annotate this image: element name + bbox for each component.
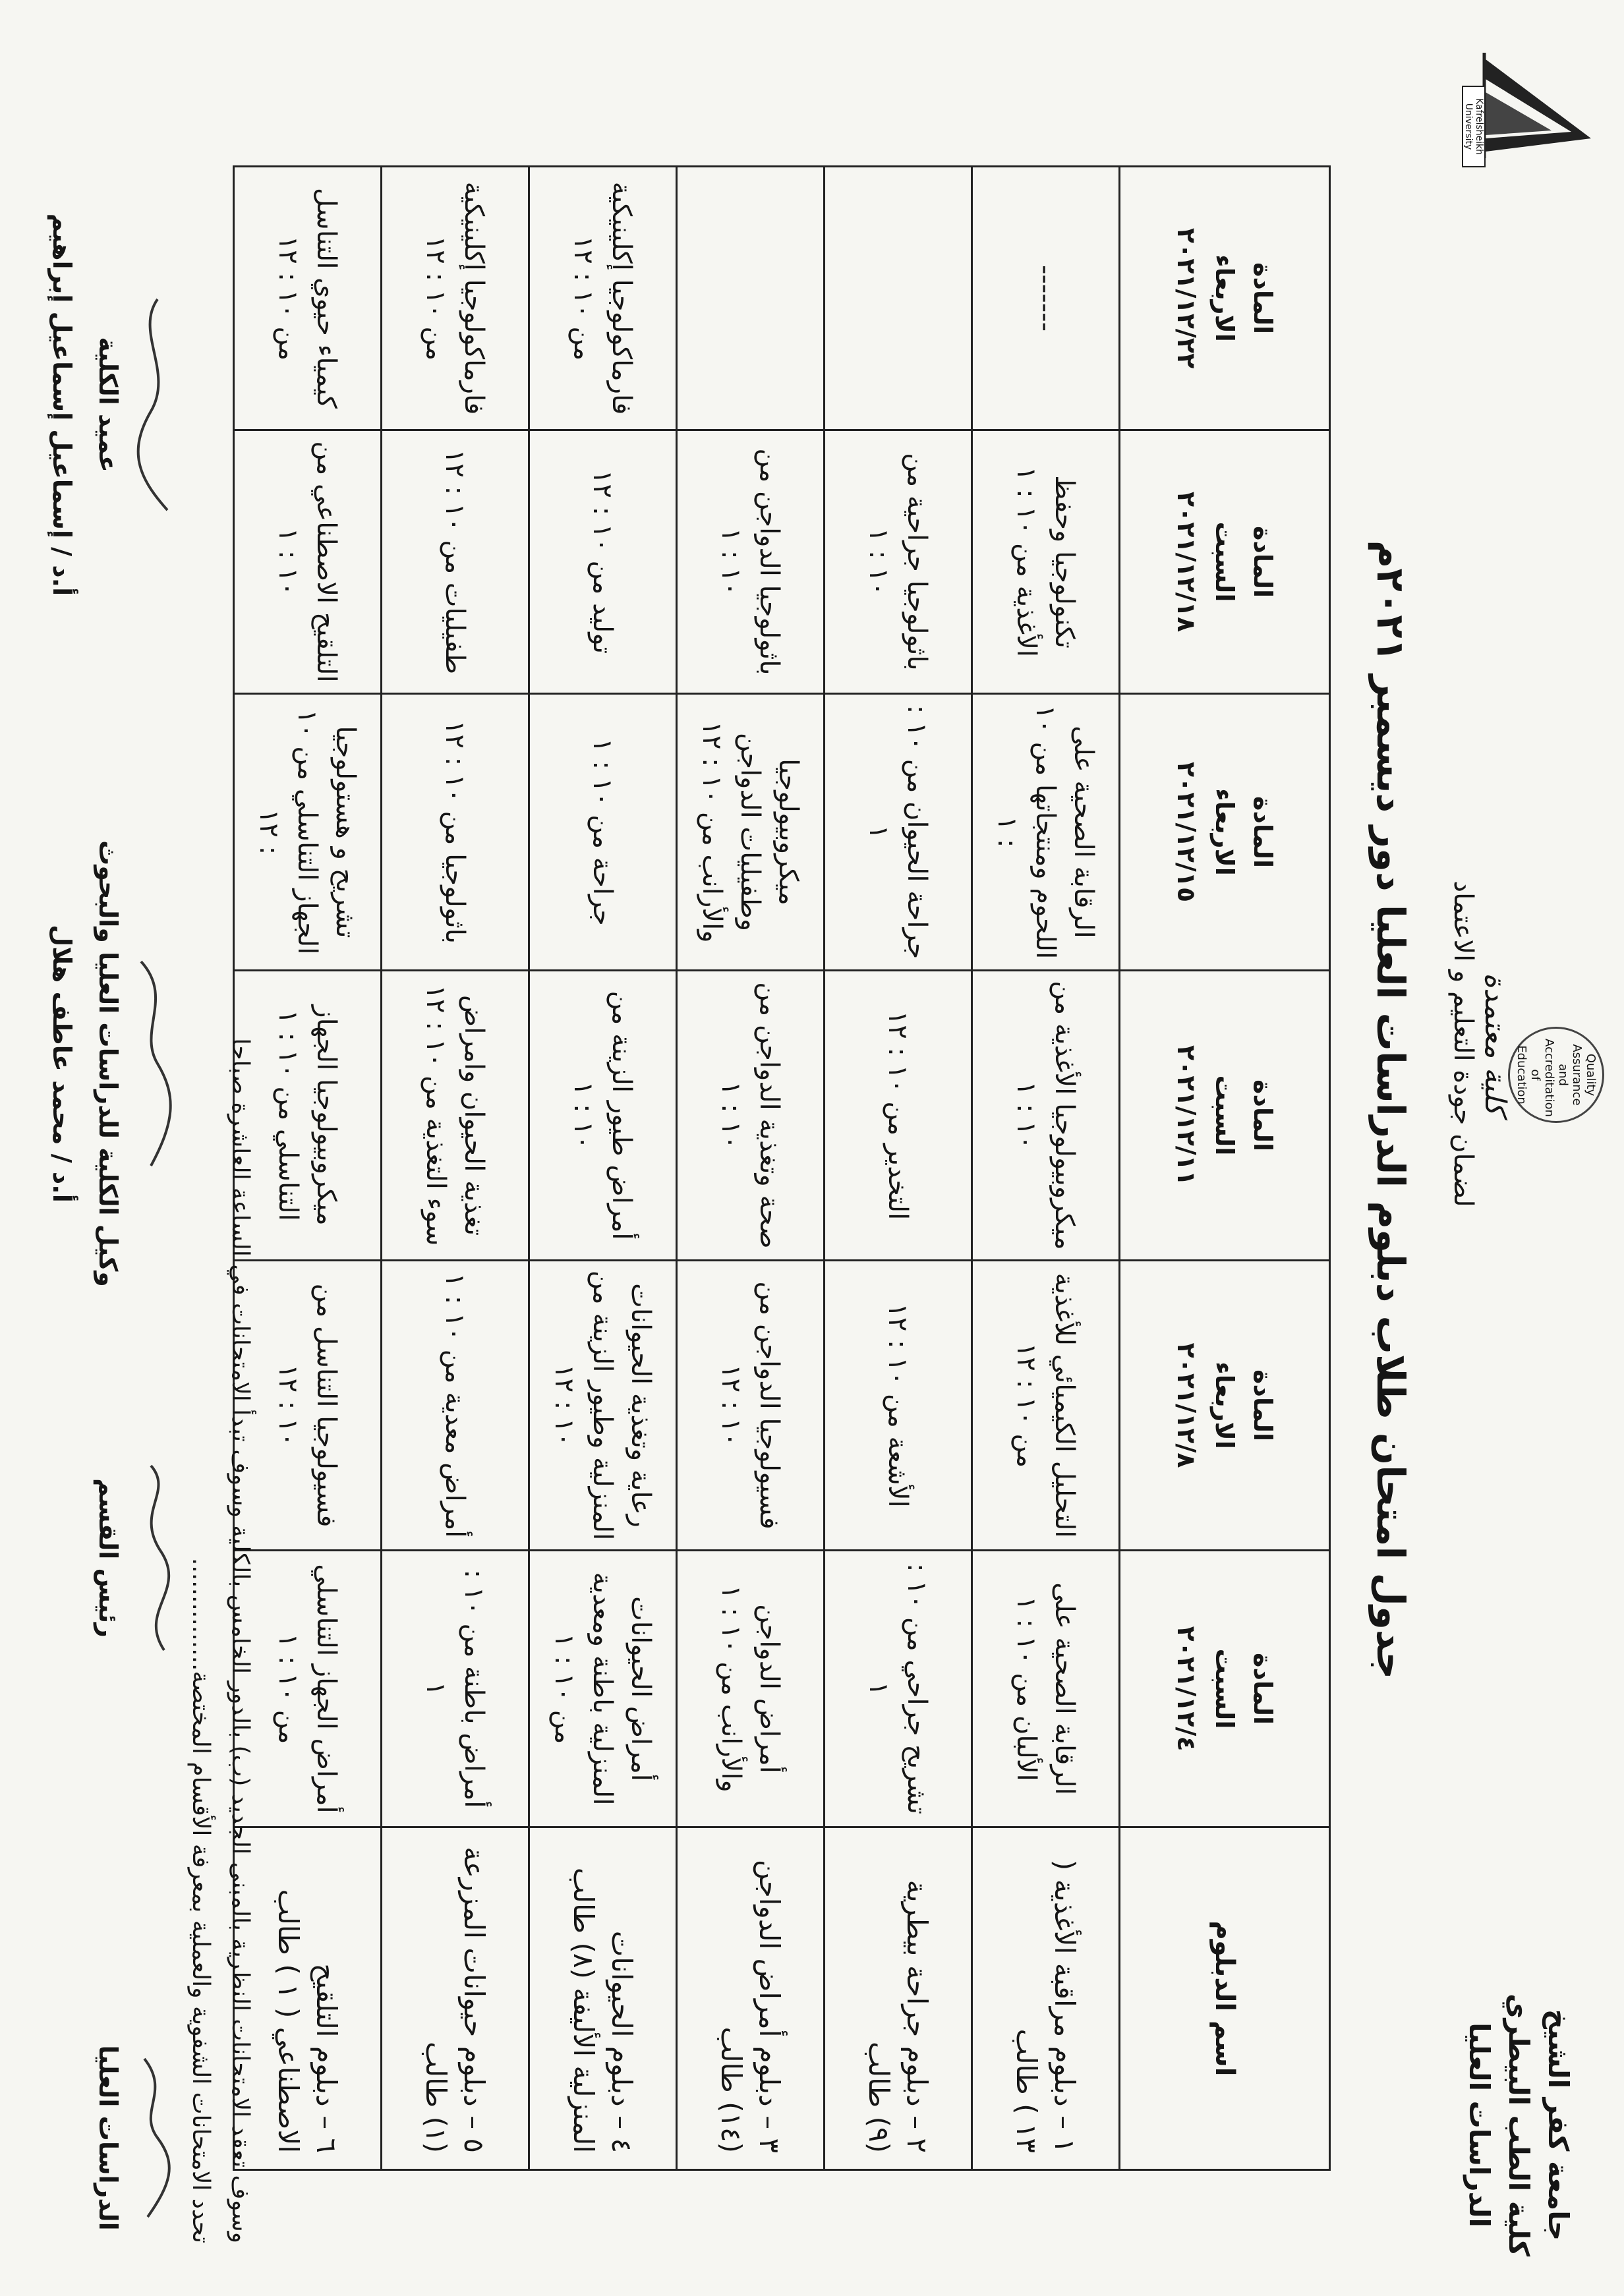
- signature-name: أ.د / محمد عاطف هلال: [47, 925, 76, 1203]
- seal-text: Quality Assurance and Accreditation of Education: [1515, 1039, 1598, 1117]
- table-cell: التلقيح الاصطناعي من ١٠ : ١: [234, 430, 382, 694]
- column-day: السبت: [1210, 1075, 1239, 1156]
- table-cell: الرقابة الصحية على اللحوم ومنتجاتها من ١٠ : ١: [972, 694, 1120, 971]
- signature-scribble-icon: [131, 2039, 177, 2237]
- quality-accreditation: [1448, 846, 1512, 1242]
- exam-notes: [181, 1038, 260, 2243]
- column-date: ٢٠٢١/١٢/٨: [1172, 1342, 1201, 1468]
- table-row: [677, 167, 825, 2170]
- table-cell: باثولوجيا من ١٠ : ١٢: [382, 694, 529, 971]
- table-cell: توليد من ١٠ : ١٢: [529, 430, 677, 694]
- diploma-name: ٦ – دبلوم التلقيح الاصطناعي ( ١ ) طالب: [234, 1827, 382, 2170]
- page-title: جدول امتحان طلاب دبلوم الدراسات العليا دور ديسمبر ٢٠٢١م: [1368, 540, 1413, 1680]
- signature-name: أ.د / إسماعيل إسماعيل إبراهيم: [47, 213, 76, 596]
- table-cell: أمراض الدواجن والأرانب من ١٠ : ١: [677, 1551, 825, 1827]
- table-row: [972, 167, 1120, 2170]
- column-label: المادة: [1248, 262, 1277, 334]
- column-day: السبت: [1210, 521, 1239, 602]
- table-cell: التخدير من ١٠ : ١٢: [825, 971, 972, 1261]
- table-cell: الرقابة الصحية على الألبان من ١٠ : ١: [972, 1551, 1120, 1827]
- signature-title: رئيس القسم: [94, 1478, 123, 1638]
- signature-scribble-icon: [131, 1426, 177, 1690]
- table-cell: أمراض الحيوانات المنزلية باطنة ومعدية من ١٠ : ١: [529, 1551, 677, 1827]
- diploma-name: ٢ – دبلوم جراحة بيطرية (٩) طالب: [825, 1827, 972, 2170]
- logo-caption: Kafrelsheikh University: [1462, 86, 1486, 167]
- table-cell: جراحة من ١٠ : ١: [529, 694, 677, 971]
- table-cell: الأشعة من ١٠ : ١٢: [825, 1261, 972, 1551]
- diploma-name: ٥ – دبلوم حيوانات المزرعة (١) طالب: [382, 1827, 529, 2170]
- diploma-name: ٤ – دبلوم الحيوانات المنزلية الأليفة (٨) طالب: [529, 1827, 677, 2170]
- signature-title: عميد الكلية: [94, 337, 123, 473]
- column-date: ٢٠٢١/١٢/١٥: [1172, 761, 1201, 903]
- table-cell: كيمياء حيوي التناسل من ١٠ : ١٢: [234, 167, 382, 430]
- signature-scribble-icon: [131, 833, 177, 1294]
- university-logo: [1446, 40, 1598, 171]
- column-label: المادة: [1248, 1369, 1277, 1441]
- table-cell: أمراض الجهاز التناسلي من ١٠ : ١: [234, 1551, 382, 1827]
- signature-title: الدراسات العليا: [94, 2045, 123, 2231]
- table-cell: ميكروبيولوجيا وطفيليات الدواجن والأرانب من ١٠ : ١٢: [677, 694, 825, 971]
- table-cell: فسيولوجيا الدواجن من ١٠ : ١٢: [677, 1261, 825, 1551]
- table-header-row: [1120, 167, 1330, 2170]
- department-name: الدراسات العليا: [1463, 2023, 1495, 2227]
- column-label: المادة: [1248, 526, 1277, 598]
- column-label: المادة: [1248, 1653, 1277, 1725]
- column-day: الاربعاء: [1210, 1362, 1239, 1449]
- note-line: تحدد الامتحانات الشفوية والعملية بمعرفة الأقسام المختصة...............: [187, 1557, 214, 2243]
- accreditation-line: لضمان جودة التعليم و الاعتماد: [1448, 880, 1478, 1207]
- note-line: وسوف تعقد الامتحانات النظرية بالمبنى الجديد (ب) بالدور الخامس بالكلية وسوف تبدأ الامتحانات في الساعة العاشرة صباحا: [227, 1038, 254, 2243]
- column-header-1: [1120, 1551, 1330, 1827]
- column-date: ٢٠٢١/١٢/٢٢: [1172, 227, 1201, 369]
- column-day: الاربعاء: [1210, 788, 1239, 876]
- table-cell: [677, 167, 825, 430]
- quality-seal: [1508, 1027, 1604, 1123]
- signature-block: [85, 2039, 177, 2237]
- column-date: ٢٠٢١/١٢/١١: [1172, 1045, 1201, 1186]
- table-cell: تشريح جراحي من ١٠ : ١: [825, 1551, 972, 1827]
- table-cell: -------: [972, 167, 1120, 430]
- table-row: [382, 167, 529, 2170]
- column-date: ٢٠٢١/١٢/١٨: [1172, 491, 1201, 633]
- signature-block: [39, 833, 177, 1294]
- table-cell: فسيولوجيا التناسل من ١٠ : ١٢: [234, 1261, 382, 1551]
- column-header-5: [1120, 430, 1330, 694]
- table-cell: تشريح و هستولوجيا الجهاز التناسلي من ١٠ : ١٢: [234, 694, 382, 971]
- table-cell: ميكروبيولوجيا الجهاز التناسلي من ١٠ : ١: [234, 971, 382, 1261]
- table-cell: فارماكولوجيا إكلينيكية من ١٠ : ١٢: [382, 167, 529, 430]
- university-name: جامعة كفر الشيخ: [1542, 2009, 1575, 2241]
- table-row: [529, 167, 677, 2170]
- column-label: المادة: [1248, 796, 1277, 868]
- diploma-name: ١ – دبلوم مراقبة الأغذية ( ١٣ ) طالب: [972, 1827, 1120, 2170]
- column-day: السبت: [1210, 1648, 1239, 1729]
- table-cell: [825, 167, 972, 430]
- table-cell: جراحة الحيوان من ١٠ : ١: [825, 694, 972, 971]
- table-cell: باثولوجيا جراحية من ١٠ : ١: [825, 430, 972, 694]
- table-cell: تكنولوجيا وحفظ الأغذية من ١٠ : ١: [972, 430, 1120, 694]
- exam-schedule-table: [233, 165, 1331, 2171]
- signature-title: وكيل الكلية للدراسات العليا والبحوث: [94, 840, 123, 1287]
- column-header-diploma: اسم الدبلوم: [1120, 1827, 1330, 2170]
- table-cell: أمراض معدية من ١٠ : ١: [382, 1261, 529, 1551]
- column-label: المادة: [1248, 1079, 1277, 1151]
- column-date: ٢٠٢١/١٢/٤: [1172, 1626, 1201, 1752]
- table-row: [825, 167, 972, 2170]
- table-cell: صحة وتغذية الدواجن من ١٠ : ١: [677, 971, 825, 1261]
- column-header-4: [1120, 694, 1330, 971]
- table-cell: ميكروبيولوجيا الأغذية من ١٠ : ١: [972, 971, 1120, 1261]
- column-header-3: [1120, 971, 1330, 1261]
- column-header-6: [1120, 167, 1330, 430]
- table-cell: باثولوجيا الدواجن من ١٠ : ١: [677, 430, 825, 694]
- diploma-name: ٣ – دبلوم أمراض الدواجن (١٤) طالب: [677, 1827, 825, 2170]
- signature-block: [39, 200, 177, 609]
- table-cell: التحليل الكيميائي للأغذية من ١٠ : ١٢: [972, 1261, 1120, 1551]
- column-day: الاربعاء: [1210, 254, 1239, 342]
- faculty-name: كلية الطب البيطري: [1503, 1994, 1535, 2256]
- signature-scribble-icon: [131, 200, 177, 609]
- table-cell: أمراض طيور الزينة من ١٠ : ١: [529, 971, 677, 1261]
- university-header: [1459, 1994, 1578, 2256]
- table-cell: طفيليات من ١٠ : ١٢: [382, 430, 529, 694]
- signature-block: [85, 1426, 177, 1690]
- table-cell: فارماكولوجيا إكلينيكية من ١٠ : ١٢: [529, 167, 677, 430]
- sail-logo-icon: [1479, 40, 1598, 171]
- accreditation-handwritten: كلية معتمدة: [1478, 972, 1512, 1116]
- table-cell: رعاية وتغذية الحيوانات المنزلية وطيور الزينة من ١٠ : ١٢: [529, 1261, 677, 1551]
- column-header-2: [1120, 1261, 1330, 1551]
- table-cell: تغذية الحيوان وامراض سوء التغذية من ١٠ : ١٢: [382, 971, 529, 1261]
- table-cell: أمراض باطنة من ١٠ : ١: [382, 1551, 529, 1827]
